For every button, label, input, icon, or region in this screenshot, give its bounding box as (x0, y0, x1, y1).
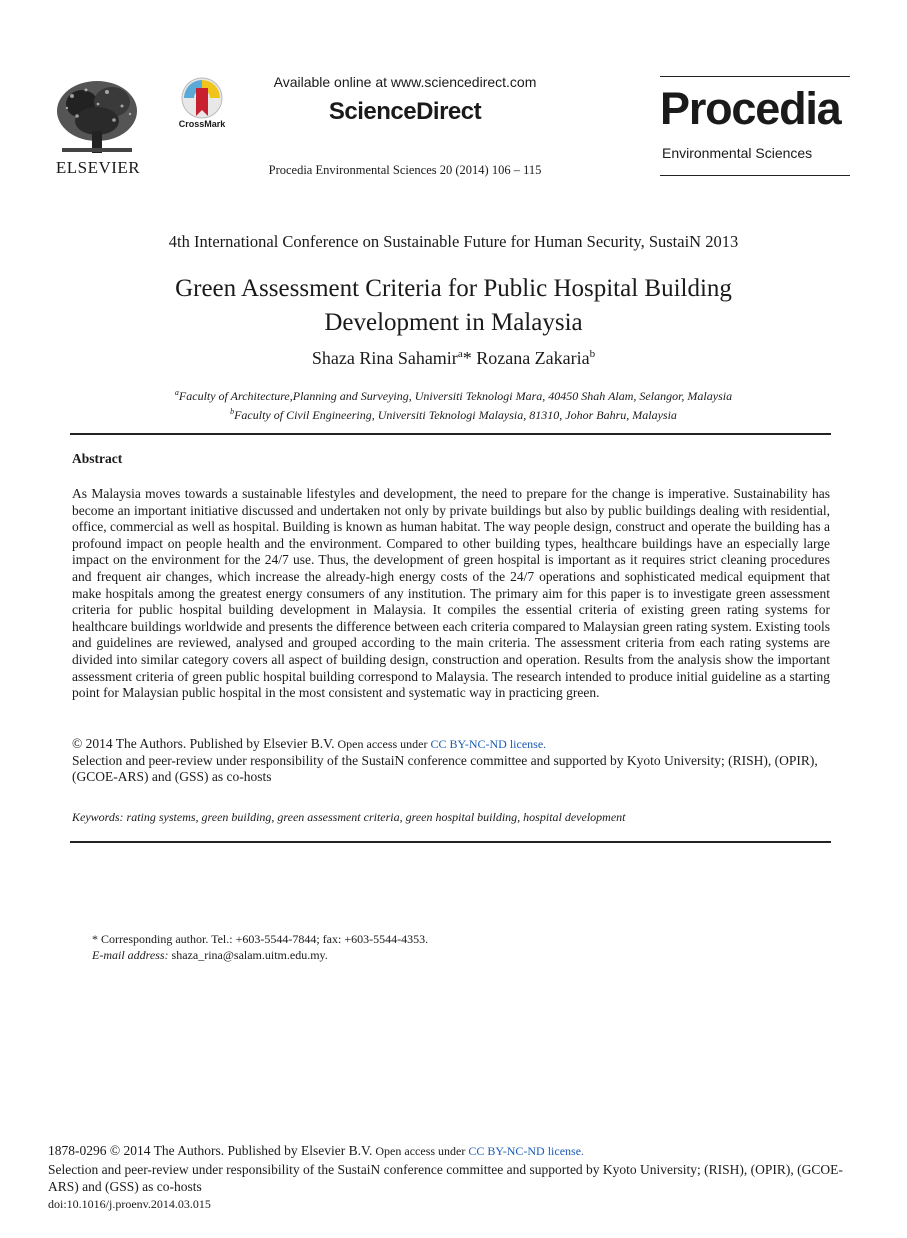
author-2-affil-mark: b (589, 348, 596, 360)
copyright-text: © 2014 The Authors. Published by Elsevier B.V. (72, 736, 335, 751)
affiliation-a-text: Faculty of Architecture,Planning and Surveying, Universiti Teknologi Mara, 40450 Shah Alam, Selangor, Malaysia (178, 389, 733, 403)
page-footer (48, 1142, 848, 1213)
sciencedirect-brand: ScienceDirect (328, 98, 482, 125)
author-1-affil-mark: a (457, 348, 463, 360)
affiliations (100, 385, 807, 423)
footer-open-access: Open access under (372, 1144, 469, 1158)
paper-title (100, 272, 807, 340)
procedia-subtitle: Environmental Sciences (662, 145, 813, 161)
affiliation-b-mark: b (230, 407, 235, 416)
copyright-block (72, 736, 832, 786)
footer-issn-copyright: 1878-0296 © 2014 The Authors. Published by Elsevier B.V. (48, 1143, 373, 1158)
abstract-heading: Abstract (72, 451, 123, 466)
email-line (92, 947, 792, 963)
elsevier-wordmark: ELSEVIER (55, 158, 141, 177)
affiliation-b-text: Faculty of Civil Engineering, Universiti Teknologi Malaysia, 81310, Johor Bahru, Malaysia (234, 408, 677, 422)
procedia-top-rule (660, 76, 850, 77)
footer-copyright-line (48, 1142, 848, 1161)
available-online-text: Available online at www.sciencedirect.com (273, 74, 537, 90)
abstract-body: As Malaysia moves towards a sustainable lifestyles and development, the need to prepare for the change is imperative. Sustainability has become an important initiative discussed and undertaken not only by private buildings but also by public buildings dealing with residential, office, commercial as well as hospital. Building is known as human habitat. The way people design, construct and operate the building has a profound impact on people health and the environment. Compared to other building types, healthcare buildings have an especially large impact on the environment for the 24/7 use. Thus, the development of green hospital is important as it requires strict cleaning procedures and frequent air changes, which increase the already-high energy costs of the 24/7 operations and sophisticated medical equipment that make hospitals among the greatest energy consumers of any institution. The primary aim for this paper is to investigate green assessment criteria for public hospital building development in Malaysia. It compiles the essential criteria of existing green rating systems for healthcare buildings worldwide and presents the difference between each criteria compared to Malaysian green rating system. Existing tools and guidelines are reviewed, analysed and grouped according to the main criteria. The assessment criteria from each rating systems are divided into similar category covers all aspect of building design, construction and operation. Results from the analysis show the important assessment criteria of green public hospital building correspond to Malaysia. The research intended to produce initial guideline as a starting point for Malaysian public hospital in the most consistent and systematic way in practicing green. (72, 486, 830, 701)
corresponding-contact: * Corresponding author. Tel.: +603-5544-7844; fax: +603-5544-4353. (92, 932, 429, 946)
corresponding-mark: * (462, 348, 477, 368)
divider-top (70, 433, 831, 435)
corresponding-author-note (92, 931, 792, 963)
paper-title-line-2: Development in Malaysia (324, 309, 583, 336)
email-label: E-mail address: (92, 948, 169, 962)
footer-peer-review: Selection and peer-review under responsibility of the SustaiN conference committee and supported by Kyoto University; (RISH), (OPIR), (GCOE-ARS) and (GSS) as co-hosts (48, 1161, 843, 1194)
footer-doi[interactable]: doi:10.1016/j.proenv.2014.03.015 (48, 1196, 211, 1211)
footer-license-link[interactable]: CC BY-NC-ND license. (468, 1144, 585, 1158)
conference-name: 4th International Conference on Sustainable Future for Human Security, SustaiN 2013 (168, 232, 739, 251)
copyright-line (72, 736, 832, 753)
crossmark-label: CrossMark (178, 119, 226, 129)
author-2-name: Rozana Zakaria (476, 348, 590, 368)
affiliation-a-mark: a (174, 388, 179, 397)
keywords: Keywords: rating systems, green building, green assessment criteria, green hospital building, hospital development (72, 810, 626, 824)
open-access-text: Open access under (334, 737, 431, 751)
peer-review-text: Selection and peer-review under responsibility of the SustaiN conference committee and supported by Kyoto University; (RISH), (OPIR), (GCOE-ARS) and (GSS) as co-hosts (72, 752, 818, 785)
procedia-bottom-rule (660, 175, 850, 176)
paper-title-line-1: Green Assessment Criteria for Public Hospital Building (175, 275, 732, 302)
author-list (100, 348, 807, 369)
divider-bottom (70, 841, 831, 843)
journal-citation: Procedia Environmental Sciences 20 (2014) 106 – 115 (268, 163, 542, 177)
procedia-wordmark: Procedia (660, 83, 841, 134)
affiliation-a (100, 385, 807, 404)
affiliation-b (100, 404, 807, 423)
license-link[interactable]: CC BY-NC-ND license. (430, 737, 547, 751)
email-address[interactable]: shaza_rina@salam.uitm.edu.my. (168, 948, 328, 962)
author-1-name: Shaza Rina Sahamir (311, 348, 458, 368)
